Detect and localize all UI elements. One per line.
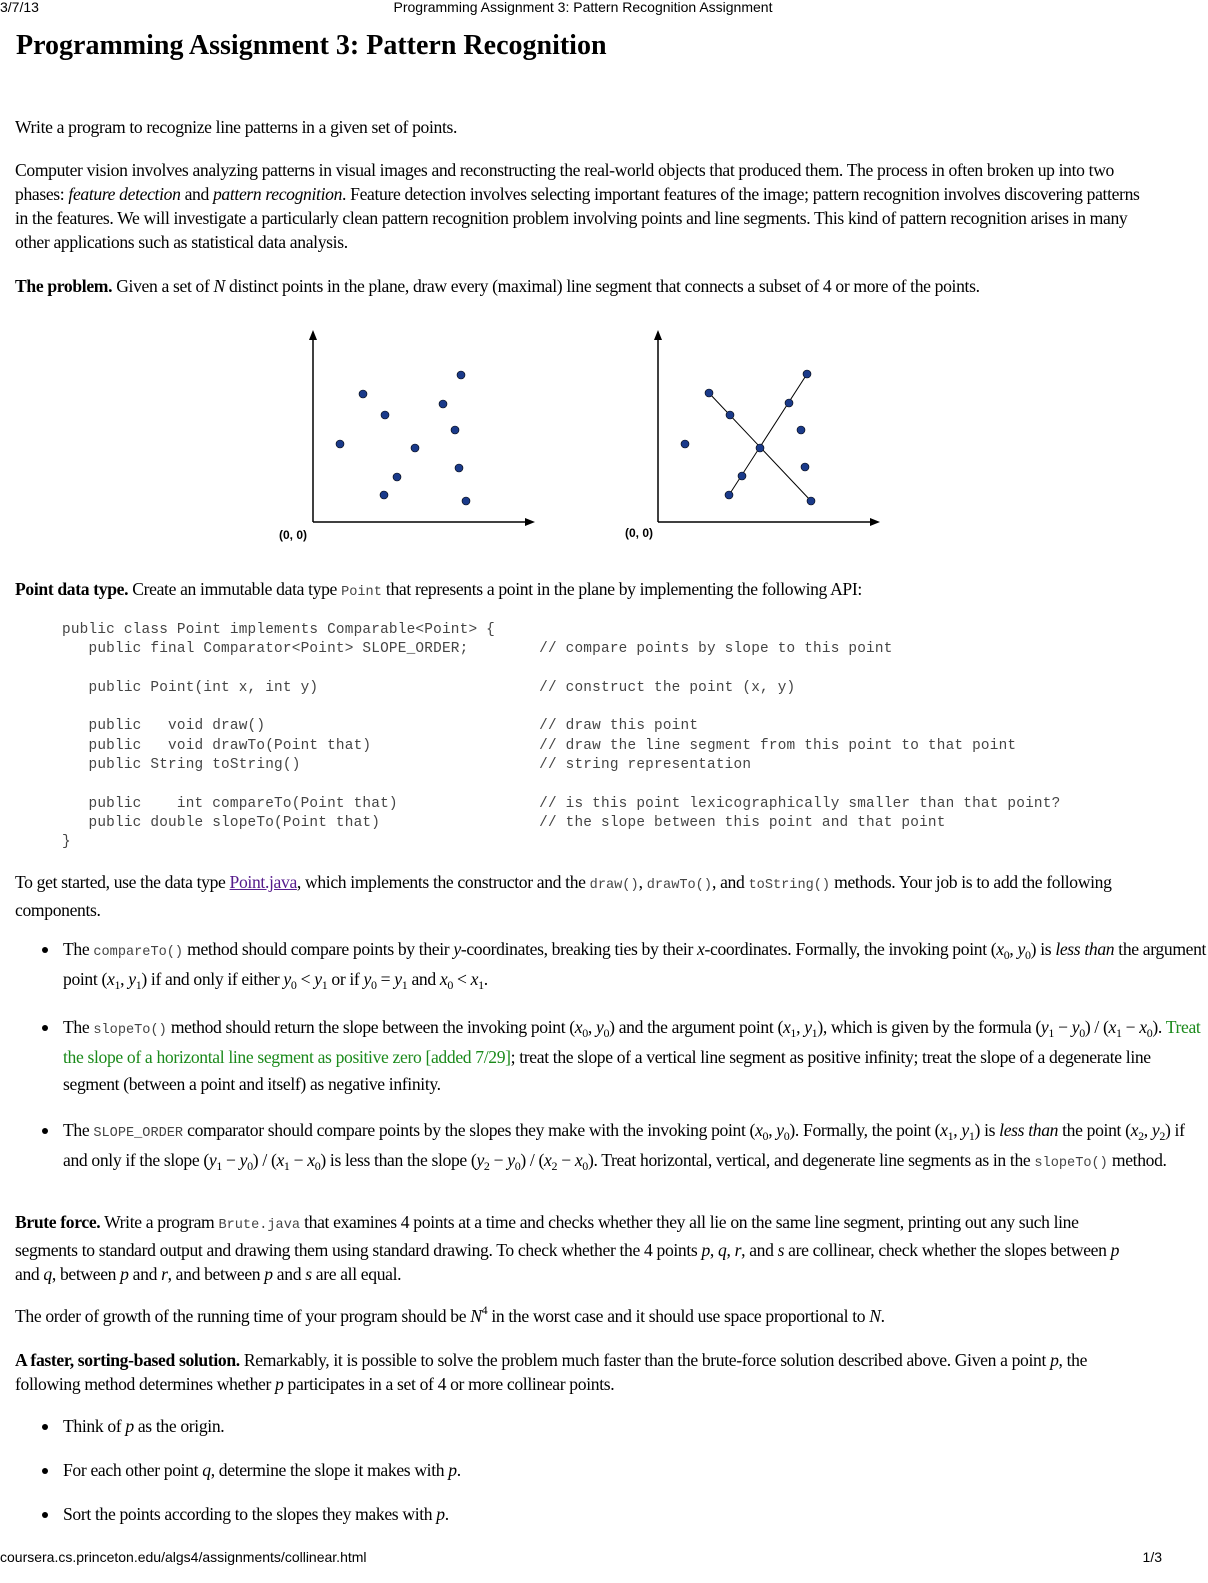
- print-date: 3/7/13: [0, 0, 39, 15]
- intro-paragraph: Write a program to recognize line patterns in a given set of points.: [15, 117, 458, 137]
- print-header: [0, 0, 1166, 18]
- point: [393, 473, 401, 481]
- order-growth-paragraph: The order of growth of the running time of your program should be $N^4$ in the worst case and it should use space proportional to N.: [15, 1303, 885, 1326]
- list-item-step: For each other point q, determine the slope it makes with p.: [63, 1457, 1208, 1484]
- faster-solution-paragraph: A faster, sorting-based solution. Remarkably, it is possible to solve the problem much faster than the brute-force solution described above. Given a point p, the following method determines whether p participates in a set of 4 or more collinear points.: [15, 1350, 1088, 1394]
- brute-force-label: Brute force.: [15, 1212, 101, 1232]
- getting-started-paragraph: To get started, use the data type Point.java, which implements the constructor and the draw(), drawTo(), and toString() methods. Your job is to add the following components.: [15, 872, 1112, 920]
- point: [439, 400, 447, 408]
- problem-label: The problem.: [15, 276, 113, 296]
- right-origin-label: (0, 0): [625, 526, 654, 540]
- point: [451, 426, 459, 434]
- point: [381, 411, 389, 419]
- component-list: [0, 936, 1208, 1177]
- point: [462, 497, 470, 505]
- print-url: coursera.cs.princeton.edu/algs4/assignments/collinear.html: [0, 1549, 367, 1565]
- point-java-link[interactable]: Point.java: [229, 872, 297, 892]
- page-title: Programming Assignment 3: Pattern Recognition: [16, 30, 607, 61]
- point: [803, 370, 811, 378]
- point: [380, 491, 388, 499]
- point: [738, 472, 746, 480]
- print-title: Programming Assignment 3: Pattern Recognition Assignment: [393, 0, 773, 15]
- point: [726, 411, 734, 419]
- point-type-paragraph: Point data type. Create an immutable data type Point that represents a point in the plane by implementing the following API:: [15, 579, 862, 600]
- points-figure: [270, 322, 900, 552]
- left-plot: [279, 330, 535, 542]
- point: [725, 491, 733, 499]
- right-y-arrow: [654, 330, 662, 340]
- page-number: 1/3: [1142, 1549, 1162, 1565]
- problem-paragraph: The problem. Given a set of N distinct points in the plane, draw every (maximal) line segment that connects a subset of 4 or more of the points.: [15, 276, 980, 296]
- right-x-arrow: [870, 518, 880, 526]
- point: [756, 444, 764, 452]
- list-item-slope-order: The SLOPE_ORDER comparator should compare points by the slopes they make with the invoking point ($x_0$, $y_0$). Formally, the point ($x_1$, $y_1$) is less than the point ($x_2$, $y_2$) if and only if the slope $(y_1 - y_0) / (x_1 - x_0)$ is less than the slope $(y_2 - y_0) / (x_2 - x_0)$. Treat horizontal, vertical, and degenerate line segments as in the slopeTo() method.: [63, 1117, 1208, 1177]
- list-item-compareto: The compareTo() method should compare points by their y-coordinates, breaking ties by their x-coordinates. Formally, the invoking point ($x_0$, $y_0$) is less than the argument point ($x_1$, $y_1$) if and only if either $y_0 < y_1$ or if $y_0 = y_1$ and $x_0 < x_1$.: [63, 936, 1208, 993]
- point-type-label: Point data type.: [15, 579, 129, 599]
- left-y-arrow: [309, 330, 317, 340]
- point: [336, 440, 344, 448]
- point: [785, 399, 793, 407]
- list-item-step: Sort the points according to the slopes they makes with p.: [63, 1501, 1208, 1528]
- point: [801, 463, 809, 471]
- right-plot: [625, 330, 880, 540]
- point: [359, 390, 367, 398]
- vision-paragraph: Computer vision involves analyzing patterns in visual images and reconstructing the real-world objects that produced them. The process in often broken up into two phases: feature detection and pattern recognition. Feature detection involves selecting important features of the image; pattern recognition involves discovering patterns in the features. We will investigate a particularly clean pattern recognition problem involving points and line segments. This kind of pattern recognition arises in many other applications such as statistical data analysis.: [15, 160, 1140, 252]
- method-steps-list: [0, 1413, 1208, 1528]
- point: [681, 440, 689, 448]
- left-origin-label: (0, 0): [279, 528, 308, 542]
- api-code-block: public class Point implements Comparable<Point> { public final Comparator<Point> SLOPE_ORDER; // compare points by slope to this point public Point(int x, int y) // construct the point (x, y) public void draw() // draw this point public void drawTo(Point that) // draw the line segment from this point to that point public String toString() // string representation public int compareTo(Point that) // is this point lexicographically smaller than that point? public double slopeTo(Point that) // the slope between this point and that point }: [62, 622, 1061, 851]
- faster-solution-label: A faster, sorting-based solution.: [15, 1350, 240, 1370]
- left-x-arrow: [525, 518, 535, 526]
- list-item-slopeto: The slopeTo() method should return the slope between the invoking point ($x_0$, $y_0$) and the argument point ($x_1$, $y_1$), which is given by the formula $(y_1 - y_0) / (x_1 - x_0)$. Treat the slope of a horizontal line segment as positive zero [added 7/29]; treat the slope of a vertical line segment as positive infinity; treat the slope of a degenerate line segment (between a point and itself) as negative infinity.: [63, 1014, 1208, 1098]
- added-note: Treat the slope of a horizontal line segment as positive zero [added 7/29]: [63, 1017, 1201, 1067]
- point: [457, 371, 465, 379]
- point: [807, 497, 815, 505]
- list-item-step: Think of p as the origin.: [63, 1413, 1208, 1440]
- brute-force-paragraph: Brute force. Write a program Brute.java that examines 4 points at a time and checks whether they all lie on the same line segment, printing out any such line segments to standard output and drawing them using standard drawing. To check whether the 4 points p, q, r, and s are collinear, check whether the slopes between p and q, between p and r, and between p and s are all equal.: [15, 1212, 1120, 1284]
- point: [411, 444, 419, 452]
- point: [455, 464, 463, 472]
- point: [797, 426, 805, 434]
- point: [705, 389, 713, 397]
